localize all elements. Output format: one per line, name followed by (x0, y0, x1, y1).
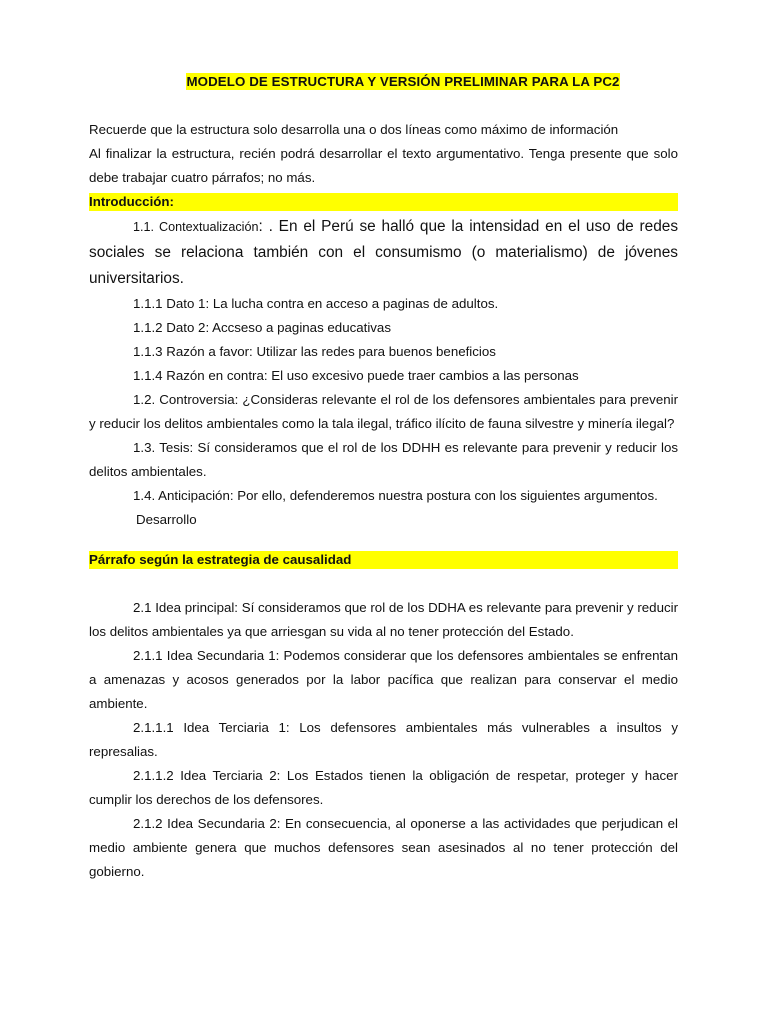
section-heading-introduccion: Introducción: (89, 193, 678, 211)
title-wrapper (0, 74, 768, 89)
spacer (89, 572, 678, 596)
razon-a-favor: 1.1.3 Razón a favor: Utilizar las redes para buenos beneficios (133, 344, 496, 359)
contextualizacion-text: En el Perú se halló que la intensidad en el uso de redes sociales se relaciona también con el consumismo (o materialismo) de jóvenes universitarios. (89, 218, 679, 287)
idea-secundaria-1: 2.1.1 Idea Secundaria 1: Podemos considerar que los defensores ambientales se enfrentan a amenazas y acosos generados por la labor pacífica que realizan para conservar el medio ambiente. (89, 648, 678, 711)
idea-principal: 2.1 Idea principal: Sí consideramos que rol de los DDHA es relevante para prevenir y reducir los delitos ambientales ya que arriesgan su vida al no tener protección del Estado. (89, 600, 678, 639)
anticipacion-paragraph: 1.4. Anticipación: Por ello, defenderemos nuestra postura con los siguientes argumentos. (133, 488, 658, 503)
spacer (89, 532, 678, 548)
document-title: MODELO DE ESTRUCTURA Y VERSIÓN PRELIMINAR PARA LA PC2 (186, 74, 620, 89)
dato-1: 1.1.1 Dato 1: La lucha contra en acceso a paginas de adultos. (133, 296, 499, 311)
idea-terciaria-1: 2.1.1.1 Idea Terciaria 1: Los defensores ambientales más vulnerables a insultos y represalias. (89, 720, 678, 759)
controversia-paragraph: 1.2. Controversia: ¿Consideras relevante el rol de los defensores ambientales para prevenir y reducir los delitos ambientales como la tala ilegal, tráfico ilícito de fauna silvestre y minería ilegal? (89, 392, 678, 431)
idea-terciaria-2: 2.1.1.2 Idea Terciaria 2: Los Estados tienen la obligación de respetar, proteger y hacer cumplir los derechos de los defensores. (89, 768, 678, 807)
intro-line-1: Recuerde que la estructura solo desarrolla una o dos líneas como máximo de información (89, 122, 619, 137)
contextualizacion-label: 1.1. Contextualización (133, 220, 259, 234)
idea-secundaria-2: 2.1.2 Idea Secundaria 2: En consecuencia, al oponerse a las actividades que perjudican el medio ambiente genera que muchos defensores sean asesinados al no tener protección del gobierno. (89, 816, 678, 879)
razon-en-contra: 1.1.4 Razón en contra: El uso excesivo puede traer cambios a las personas (133, 368, 579, 383)
document-body (89, 118, 678, 884)
section-heading-causalidad: Párrafo según la estrategia de causalidad (89, 551, 678, 569)
contextualizacion-paragraph (89, 214, 678, 292)
intro-line-2: Al finalizar la estructura, recién podrá desarrollar el texto argumentativo. Tenga presente que solo debe trabajar cuatro párrafos; no más. (89, 146, 678, 185)
dato-2: 1.1.2 Dato 2: Accseso a paginas educativas (133, 320, 391, 335)
desarrollo-label: Desarrollo (136, 512, 197, 527)
contextualizacion-separator: : . (258, 218, 273, 235)
tesis-paragraph: 1.3. Tesis: Sí consideramos que el rol de los DDHH es relevante para prevenir y reducir los delitos ambientales. (89, 440, 678, 479)
